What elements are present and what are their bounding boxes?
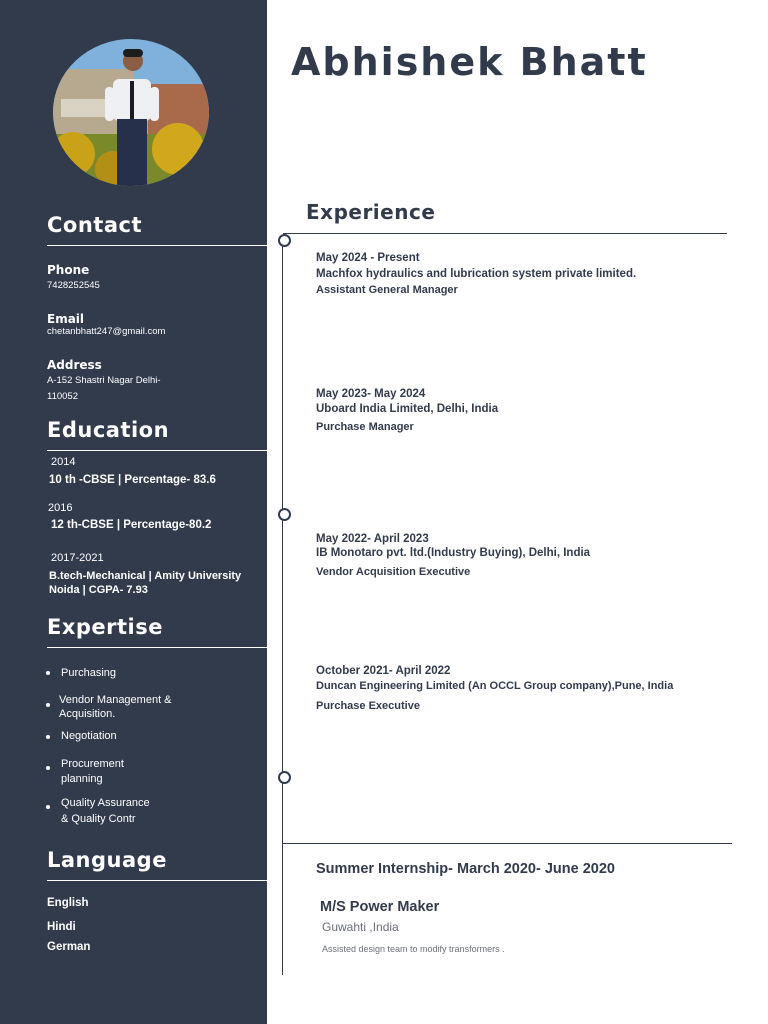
expertise-item: Quality Assurance bbox=[61, 797, 150, 809]
expertise-item: Negotiation bbox=[61, 730, 117, 742]
expertise-item: Acquisition. bbox=[59, 708, 116, 720]
bullet-icon bbox=[46, 735, 50, 739]
job-date: May 2022- April 2023 bbox=[316, 533, 429, 545]
language-divider bbox=[47, 880, 267, 881]
education-year: 2017-2021 bbox=[51, 552, 104, 564]
job-date: May 2023- May 2024 bbox=[316, 388, 426, 400]
education-year: 2016 bbox=[48, 502, 73, 514]
bullet-icon bbox=[46, 766, 50, 770]
experience-divider bbox=[283, 233, 727, 234]
bullet-icon bbox=[46, 805, 50, 809]
contact-divider bbox=[47, 245, 267, 246]
education-detail: 12 th-CBSE | Percentage-80.2 bbox=[51, 519, 212, 531]
expertise-item: planning bbox=[61, 773, 103, 785]
address-label: Address bbox=[47, 358, 102, 372]
profile-photo bbox=[53, 39, 209, 186]
job-date: October 2021- April 2022 bbox=[316, 665, 451, 677]
bullet-icon bbox=[46, 671, 50, 675]
job-company: Duncan Engineering Limited (An OCCL Group company),Pune, India bbox=[316, 680, 674, 692]
email-label: Email bbox=[47, 312, 85, 326]
education-detail: 10 th -CBSE | Percentage- 83.6 bbox=[49, 474, 216, 486]
internship-company: M/S Power Maker bbox=[320, 899, 440, 915]
language-item: English bbox=[47, 897, 89, 909]
expertise-item: Purchasing bbox=[61, 667, 117, 679]
email-value: chetanbhatt247@gmail.com bbox=[47, 326, 166, 337]
job-date: May 2024 - Present bbox=[316, 252, 420, 264]
job-role: Purchase Executive bbox=[316, 700, 420, 712]
address-line-1: A-152 Shastri Nagar Delhi- bbox=[47, 375, 161, 386]
bullet-icon bbox=[46, 703, 50, 707]
education-year: 2014 bbox=[51, 456, 76, 468]
education-divider bbox=[47, 450, 267, 451]
timeline-line bbox=[282, 240, 283, 975]
job-company: Machfox hydraulics and lubrication system private limited. bbox=[316, 268, 637, 280]
expertise-item: & Quality Contr bbox=[61, 813, 136, 825]
timeline-dot-icon bbox=[278, 771, 291, 784]
language-item: Hindi bbox=[47, 921, 76, 933]
expertise-heading: Expertise bbox=[47, 615, 164, 639]
sidebar bbox=[0, 0, 267, 1024]
language-item: German bbox=[47, 941, 91, 953]
job-role: Assistant General Manager bbox=[316, 284, 458, 296]
profile-photo-illustration bbox=[53, 39, 209, 186]
phone-value: 7428252545 bbox=[47, 280, 100, 291]
job-company: Uboard India Limited, Delhi, India bbox=[316, 403, 499, 415]
contact-heading: Contact bbox=[47, 213, 142, 237]
job-role: Vendor Acquisition Executive bbox=[316, 566, 471, 578]
education-heading: Education bbox=[47, 418, 170, 442]
address-line-2: 110052 bbox=[47, 391, 78, 402]
expertise-divider bbox=[47, 647, 267, 648]
education-detail: B.tech-Mechanical | Amity University bbox=[49, 570, 242, 582]
internship-description: Assisted design team to modify transformers . bbox=[322, 944, 505, 954]
timeline-dot-icon bbox=[278, 508, 291, 521]
education-detail: Noida | CGPA- 7.93 bbox=[49, 584, 148, 596]
experience-heading: Experience bbox=[306, 200, 436, 224]
internship-location: Guwahti ,India bbox=[322, 920, 399, 934]
internship-divider bbox=[283, 843, 732, 844]
expertise-item: Vendor Management & bbox=[59, 694, 172, 706]
language-heading: Language bbox=[47, 848, 167, 872]
internship-title: Summer Internship- March 2020- June 2020 bbox=[316, 861, 615, 877]
full-name: Abhishek Bhatt bbox=[291, 40, 648, 84]
timeline-dot-icon bbox=[278, 234, 291, 247]
phone-label: Phone bbox=[47, 263, 90, 277]
job-company: IB Monotaro pvt. ltd.(Industry Buying), Delhi, India bbox=[316, 547, 591, 559]
job-role: Purchase Manager bbox=[316, 421, 414, 433]
expertise-item: Procurement bbox=[61, 758, 124, 770]
